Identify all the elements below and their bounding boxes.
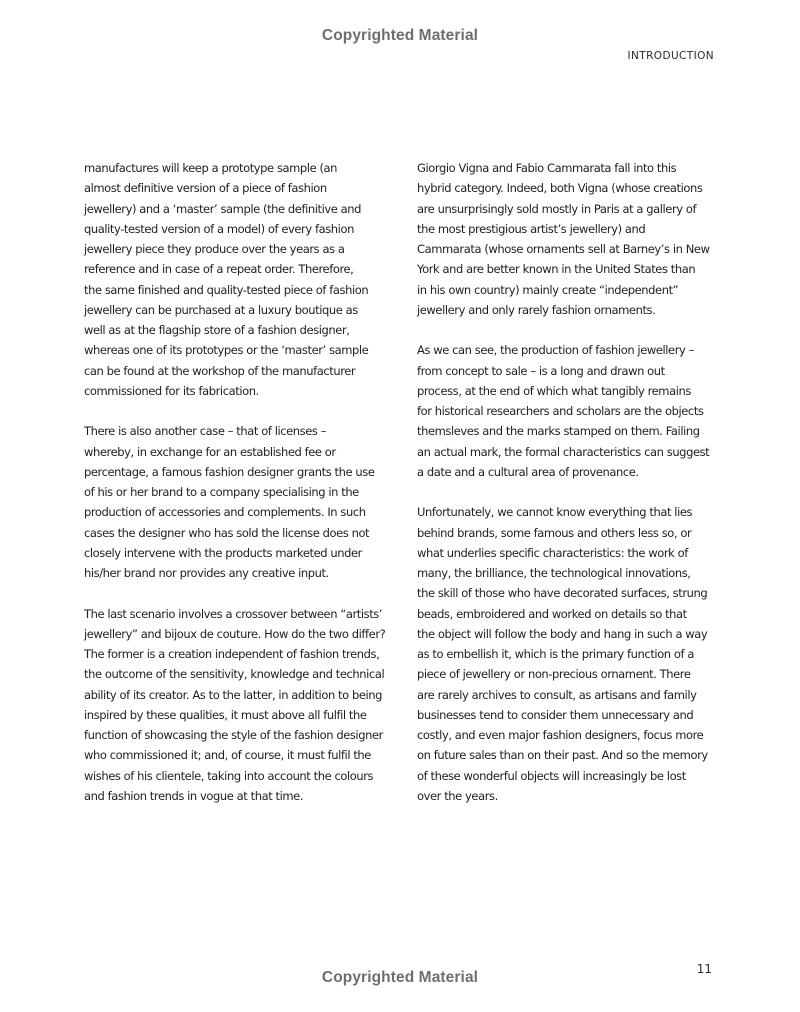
text-line: There is also another case – that of licenses – [84,424,327,439]
text-line: function of showcasing the style of the fashion designer [84,728,383,742]
text-line: York and are better known in the United States than [417,262,696,277]
text-line: as to embellish it, which is the primary function of a [417,647,695,661]
text-line: in his own country) mainly create “independent” [417,282,679,297]
text-line: for historical researchers and scholars are the objects [417,404,704,418]
text-line: of these wonderful objects will increasingly be lost [417,768,686,783]
running-head: INTRODUCTION [627,50,714,62]
left-column [84,158,399,806]
text-line: who commissioned it; and, of course, it must fulfil the [84,748,371,763]
text-line: and fashion trends in vogue at that time. [84,788,304,803]
text-line: manufactures will keep a prototype sample (an [84,161,338,175]
paragraph [84,158,399,401]
text-line: quality-tested version of a model) of every fashion [84,221,354,236]
text-line: his/her brand nor provides any creative input. [84,566,329,580]
text-line: beads, embroidered and worked on details so that [417,606,687,621]
text-line: ability of its creator. As to the latter, in addition to being [84,687,383,702]
text-line: businesses tend to consider them unnecessary and [417,707,694,722]
text-line: jewellery and only rarely fashion ornaments. [417,302,656,317]
text-line: As we can see, the production of fashion jewellery – [417,343,694,358]
text-line: piece of jewellery or non-precious ornament. There [417,667,691,682]
watermark-top: Copyrighted Material [321,27,479,44]
text-line: a date and a cultural area of provenance. [417,464,639,479]
text-line: the most prestigious artist’s jewellery) and [417,221,646,236]
text-line: themsleves and the marks stamped on them. Failing [417,424,700,439]
text-line: wishes of his clientele, taking into account the colours [84,768,374,783]
text-line: over the years. [417,788,498,803]
text-line: jewellery can be purchased at a luxury boutique as [84,302,358,317]
text-line: Unfortunately, we cannot know everything that lies [417,505,693,520]
text-line: production of accessories and complements. In such [84,505,366,520]
paragraph [84,421,399,583]
text-line: the outcome of the sensitivity, knowledge and technical [84,667,385,682]
text-line: can be found at the workshop of the manufacturer [84,363,356,378]
text-line: jewellery” and bijoux de couture. How do the two differ? [84,626,386,641]
text-line: what underlies specific characteristics: the work of [417,545,688,560]
text-line: percentage, a famous fashion designer grants the use [84,464,375,479]
text-line: whereby, in exchange for an established fee or [84,444,336,459]
text-line: from concept to sale – is a long and drawn out [417,363,665,378]
text-line: behind brands, some famous and others less so, or [417,525,692,540]
text-line: hybrid category. Indeed, both Vigna (whose creations [417,181,703,196]
watermark-bottom: Copyrighted Material [321,969,479,986]
text-line: The last scenario involves a crossover between “artists’ [84,606,383,621]
text-line: of his or her brand to a company specialising in the [84,485,359,499]
text-line: closely intervene with the products marketed under [84,545,362,560]
text-line: an actual mark, the formal characteristics can suggest [417,444,710,459]
right-column [417,158,733,806]
paragraph [417,158,733,320]
paragraph [417,340,733,482]
text-line: Cammarata (whose ornaments sell at Barney’s in New [417,242,710,256]
text-line: many, the brilliance, the technological innovations, [417,566,691,580]
text-line: commissioned for its fabrication. [84,383,259,398]
text-line: whereas one of its prototypes or the ‘master’ sample [84,343,369,358]
paragraph [84,604,399,807]
text-line: cases the designer who has sold the license does not [84,525,370,540]
text-line: The former is a creation independent of fashion trends, [84,647,380,661]
text-line: on future sales than on their past. And so the memory [417,748,708,763]
text-line: are unsurprisingly sold mostly in Paris at a gallery of [417,201,697,216]
paragraph [417,502,733,806]
text-line: well as at the flagship store of a fashion designer, [84,323,350,337]
text-line: jewellery piece they produce over the years as a [84,242,345,256]
text-line: are rarely archives to consult, as artisans and family [417,687,697,702]
text-line: the same finished and quality-tested piece of fashion [84,282,369,297]
text-line: costly, and even major fashion designers, focus more [417,728,704,742]
text-line: inspired by these qualities, it must above all fulfil the [84,707,367,722]
page-number: 11 [696,962,712,976]
text-line: the skill of those who have decorated surfaces, strung [417,586,708,601]
text-line: process, at the end of which what tangibly remains [417,383,691,398]
text-line: Giorgio Vigna and Fabio Cammarata fall into this [417,161,677,175]
text-line: reference and in case of a repeat order. Therefore, [84,262,354,277]
text-line: jewellery) and a ‘master’ sample (the definitive and [84,201,362,216]
text-line: almost definitive version of a piece of fashion [84,181,327,196]
text-line: the object will follow the body and hang in such a way [417,626,708,641]
